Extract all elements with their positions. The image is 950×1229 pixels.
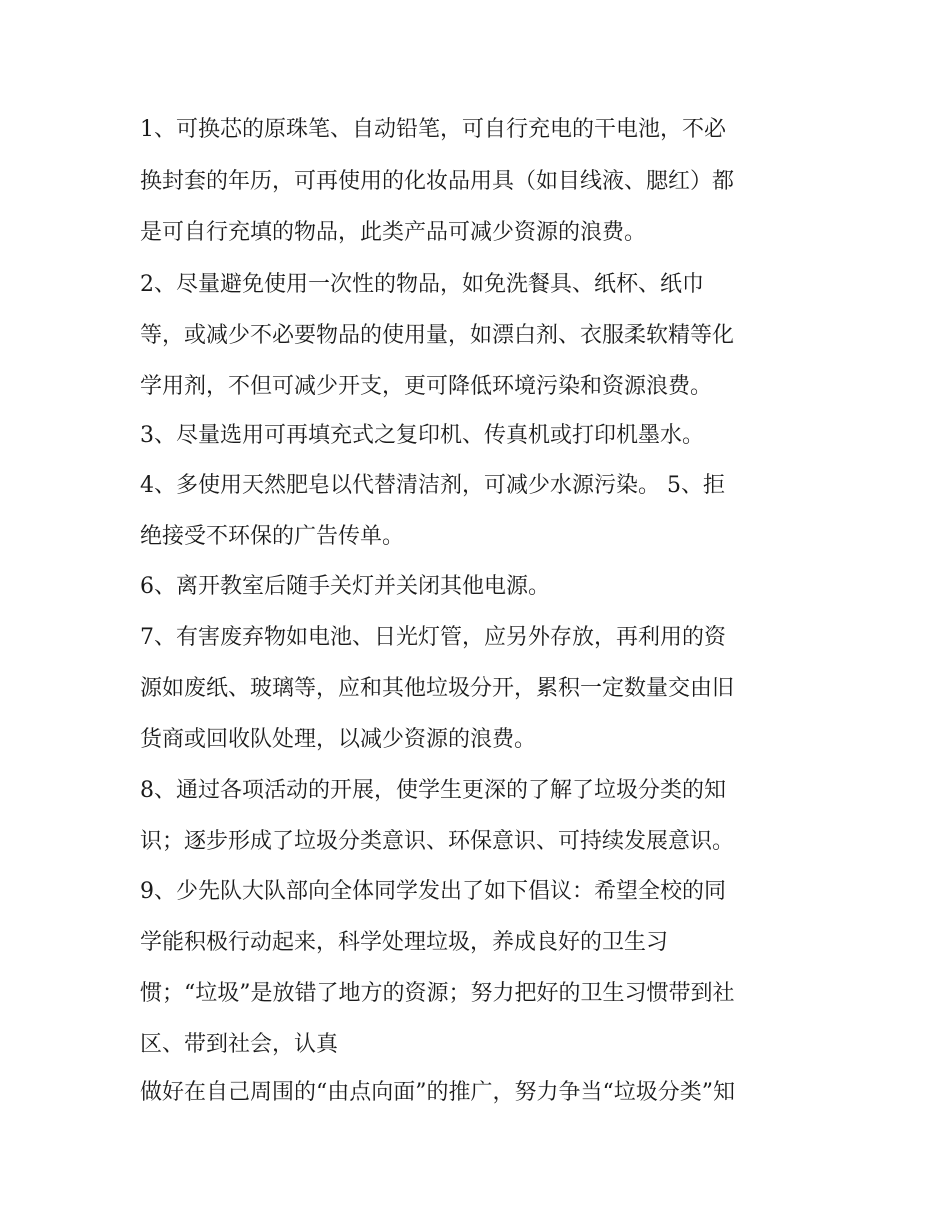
text-line: 区、带到社会，认真	[140, 1032, 339, 1057]
text-line: 做好在自己周围的“由点向面”的推广，努力争当“垃圾分类”知	[140, 1080, 735, 1105]
text-line: 6、离开教室后随手关灯并关闭其他电源。	[140, 574, 550, 599]
text-line: 学用剂，不但可减少开支，更可降低环境污染和资源浪费。	[140, 374, 713, 399]
text-line: 9、少先队大队部向全体同学发出了如下倡议：希望全校的同	[140, 879, 726, 904]
text-line: 2、尽量避免使用一次性的物品，如免洗餐具、纸杯、纸巾	[140, 272, 704, 297]
text-line: 惯；“垃圾”是放错了地方的资源；努力把好的卫生习惯带到社	[140, 981, 735, 1006]
text-line: 识；逐步形成了垃圾分类意识、环保意识、可持续发展意识。	[140, 829, 735, 854]
text-line: 源如废纸、玻璃等，应和其他垃圾分开，累积一定数量交由旧	[140, 676, 735, 701]
text-line: 绝接受不环保的广告传单。	[140, 524, 405, 549]
text-line: 4、多使用天然肥皂以代替清洁剂，可减少水源污染。 5、拒	[140, 473, 725, 498]
text-line: 货商或回收队处理，以减少资源的浪费。	[140, 727, 537, 752]
text-line: 8、通过各项活动的开展，使学生更深的了解了垃圾分类的知	[140, 778, 726, 803]
text-line: 7、有害废弃物如电池、日光灯管，应另外存放，再利用的资	[140, 625, 726, 650]
text-line: 换封套的年历，可再使用的化妆品用具（如目线液、腮红）都	[140, 169, 735, 194]
text-line: 1、可换芯的原珠笔、自动铅笔，可自行充电的干电池，不必	[140, 117, 726, 142]
text-line: 3、尽量选用可再填充式之复印机、传真机或打印机墨水。	[140, 423, 704, 448]
text-line: 等，或减少不必要物品的使用量，如漂白剂、衣服柔软精等化	[140, 323, 735, 348]
text-line: 是可自行充填的物品，此类产品可减少资源的浪费。	[140, 220, 647, 245]
text-line: 学能积极行动起来，科学处理垃圾，养成良好的卫生习	[140, 930, 669, 955]
